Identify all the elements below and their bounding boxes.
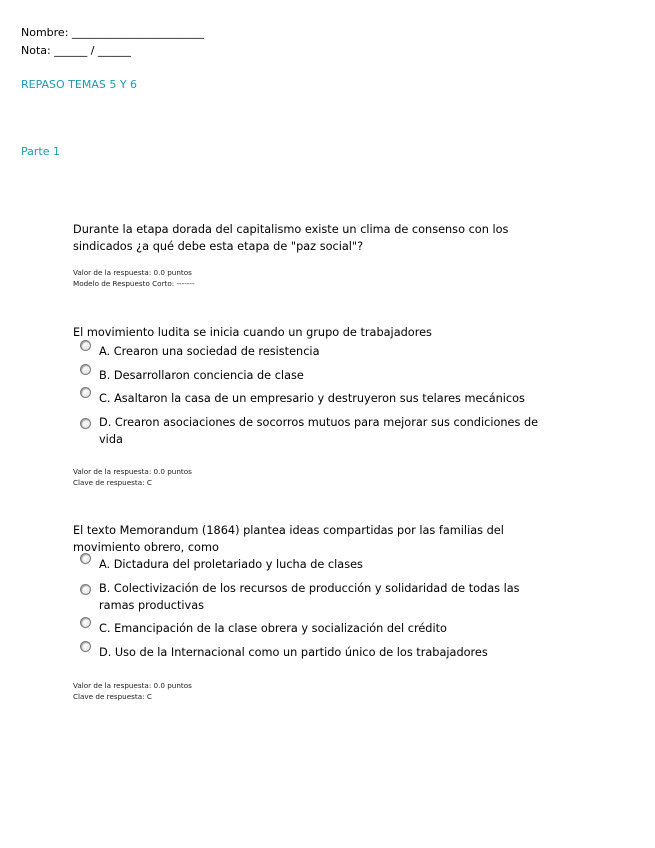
option-label: D. Crearon asociaciones de socorros mutuos para mejorar sus condiciones de vida [99, 416, 539, 446]
question-3-option-d[interactable] [80, 644, 540, 661]
radio-button-icon[interactable] [80, 641, 91, 652]
option-label: C. Asaltaron la casa de un empresario y destruyeron sus telares mecánicos [99, 392, 525, 405]
question-2-option-b[interactable] [80, 367, 540, 384]
question-3-text: El texto Memorandum (1864) plantea ideas compartidas por las familias del movimiento obrero, como [73, 524, 504, 554]
radio-button-icon[interactable] [80, 364, 91, 375]
question-1-text: Durante la etapa dorada del capitalismo existe un clima de consenso con los sindicados ¿a qué debe esta etapa de "paz social"? [73, 223, 509, 253]
option-label: B. Desarrollaron conciencia de clase [99, 369, 304, 382]
question-1-value: Valor de la respuesta: 0.0 puntos [73, 268, 192, 277]
radio-button-icon[interactable] [80, 584, 91, 595]
section-title: Parte 1 [21, 145, 60, 158]
option-label: A. Dictadura del proletariado y lucha de clases [99, 558, 363, 571]
question-3-option-b[interactable] [80, 580, 540, 614]
question-3-option-a[interactable] [80, 556, 540, 573]
radio-button-icon[interactable] [80, 617, 91, 628]
question-3-value: Valor de la respuesta: 0.0 puntos [73, 681, 192, 690]
radio-button-icon[interactable] [80, 418, 91, 429]
question-1-answer-model: Modelo de Respuesto Corto: ------- [73, 279, 195, 288]
grade-line: Nota: ______ / ______ [21, 44, 131, 57]
option-label: C. Emancipación de la clase obrera y socialización del crédito [99, 622, 447, 635]
question-2-text: El movimiento ludita se inicia cuando un grupo de trabajadores [73, 326, 432, 339]
question-3-option-c[interactable] [80, 620, 540, 637]
name-line: Nombre: ________________________ [21, 26, 204, 39]
question-3-answer-key: Clave de respuesta: C [73, 692, 152, 701]
option-label: D. Uso de la Internacional como un partido único de los trabajadores [99, 646, 488, 659]
question-2-option-a[interactable] [80, 343, 540, 360]
document-title: REPASO TEMAS 5 Y 6 [21, 78, 138, 91]
question-2-option-d[interactable] [80, 414, 540, 448]
question-2-value: Valor de la respuesta: 0.0 puntos [73, 467, 192, 476]
question-2-option-c[interactable] [80, 390, 540, 407]
radio-button-icon[interactable] [80, 340, 91, 351]
question-2-answer-key: Clave de respuesta: C [73, 478, 152, 487]
radio-button-icon[interactable] [80, 553, 91, 564]
option-label: B. Colectivización de los recursos de producción y solidaridad de todas las ramas productivas [99, 582, 520, 612]
radio-button-icon[interactable] [80, 387, 91, 398]
option-label: A. Crearon una sociedad de resistencia [99, 345, 320, 358]
